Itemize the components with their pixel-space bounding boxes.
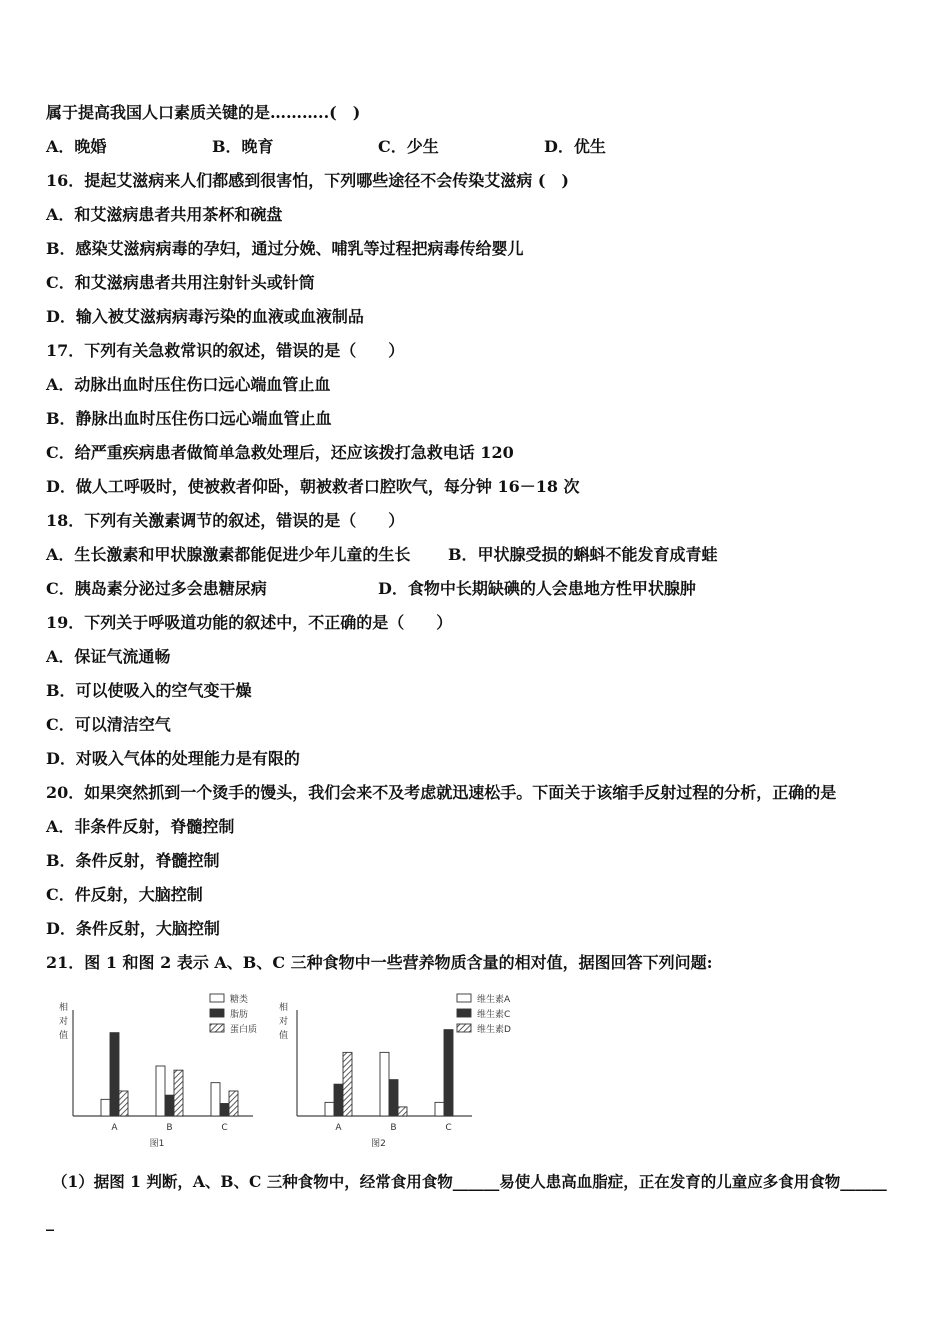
bar-C-脂肪: [220, 1104, 229, 1117]
q20-option-a: A．非条件反射，脊髓控制: [46, 817, 235, 836]
legend-swatch: [457, 1009, 471, 1017]
x-tick-label: C: [221, 1123, 228, 1133]
bar-B-维生素D: [398, 1107, 407, 1116]
bar-A-糖类: [101, 1099, 110, 1116]
q19-stem: 19．下列关于呼吸道功能的叙述中，不正确的是（ ）: [46, 613, 453, 632]
q18-option-d: D．食物中长期缺碘的人会患地方性甲状腺肿: [378, 579, 696, 598]
q16-option-d: D．输入被艾滋病病毒污染的血液或血液制品: [46, 307, 364, 326]
bar-C-维生素A: [435, 1102, 444, 1116]
bar-B-糖类: [156, 1066, 165, 1116]
q16-option-a: A．和艾滋病患者共用茶杯和碗盘: [46, 205, 283, 224]
q19-option-c: C．可以清洁空气: [46, 715, 171, 734]
figure-1-chart: [55, 988, 265, 1148]
q16-option-c: C．和艾滋病患者共用注射针头或针筒: [46, 273, 315, 292]
q21-stem: 21．图 1 和图 2 表示 A、B、C 三种食物中一些营养物质含量的相对值，据图回答下列问题:: [46, 953, 713, 972]
x-tick-label: C: [445, 1123, 452, 1133]
y-axis-label-char: 值: [279, 1031, 289, 1041]
q19-option-d: D．对吸入气体的处理能力是有限的: [46, 749, 300, 768]
y-axis-label-char: 对: [279, 1017, 289, 1027]
chart-title: 图1: [149, 1139, 165, 1148]
q21-subquestion-1-tail: _: [46, 1212, 54, 1231]
q17-option-c: C．给严重疾病患者做简单急救处理后，还应该拨打急救电话 120: [46, 443, 514, 462]
q20-stem: 20．如果突然抓到一个烫手的馒头，我们会来不及考虑就迅速松手。下面关于该缩手反射过程的分析，正确的是: [46, 783, 837, 802]
bar-C-蛋白质: [229, 1091, 238, 1116]
bar-A-维生素C: [334, 1084, 343, 1116]
q18-option-c: C．胰岛素分泌过多会患糖尿病: [46, 579, 267, 598]
legend-swatch: [210, 1009, 224, 1017]
legend-label: 脂肪: [230, 1010, 249, 1020]
q18-stem: 18．下列有关激素调节的叙述，错误的是（ ）: [46, 511, 405, 530]
chart-title: 图2: [371, 1139, 386, 1148]
x-tick-label: A: [111, 1123, 118, 1133]
legend-swatch: [210, 1024, 224, 1032]
bar-B-脂肪: [165, 1095, 174, 1116]
y-axis-label-char: 相: [279, 1003, 289, 1013]
q18-option-b: B．甲状腺受损的蝌蚪不能发育成青蛙: [448, 545, 718, 564]
x-tick-label: B: [390, 1123, 397, 1133]
q20-option-d: D．条件反射，大脑控制: [46, 919, 220, 938]
q15-stem: 属于提高我国人口素质关键的是………..( ): [46, 103, 361, 122]
q18-option-a: A．生长激素和甲状腺激素都能促进少年儿童的生长: [46, 545, 411, 564]
legend-label: 蛋白质: [230, 1025, 258, 1035]
q16-stem: 16．提起艾滋病来人们都感到很害怕，下列哪些途径不会传染艾滋病 ( ): [46, 171, 569, 190]
q15-option-a: A．晚婚: [46, 137, 107, 156]
q19-option-a: A．保证气流通畅: [46, 647, 171, 666]
q19-option-b: B．可以使吸入的空气变干燥: [46, 681, 252, 700]
q15-option-c: C．少生: [378, 137, 439, 156]
bar-A-脂肪: [110, 1033, 119, 1116]
figure-2-chart: [275, 988, 535, 1148]
x-tick-label: B: [166, 1123, 173, 1133]
bar-A-蛋白质: [119, 1091, 128, 1116]
legend-swatch: [457, 1024, 471, 1032]
legend-swatch: [210, 994, 224, 1002]
bar-C-维生素C: [444, 1030, 453, 1116]
legend-label: 糖类: [230, 995, 249, 1005]
q17-stem: 17．下列有关急救常识的叙述，错误的是（ ）: [46, 341, 405, 360]
q16-option-b: B．感染艾滋病病毒的孕妇，通过分娩、哺乳等过程把病毒传给婴儿: [46, 239, 524, 258]
y-axis-label-char: 对: [59, 1017, 69, 1027]
q20-option-c: C．件反射，大脑控制: [46, 885, 203, 904]
legend-swatch: [457, 994, 471, 1002]
bar-A-维生素A: [325, 1102, 334, 1116]
y-axis-label-char: 相: [59, 1003, 69, 1013]
bar-B-蛋白质: [174, 1070, 183, 1116]
q21-subquestion-1: （1）据图 1 判断，A、B、C 三种食物中，经常食用食物______易使人患高血脂症，正在发育的儿童应多食用食物______: [52, 1172, 887, 1191]
legend-label: 维生素A: [477, 995, 511, 1005]
x-tick-label: A: [335, 1123, 342, 1133]
bar-C-糖类: [211, 1083, 220, 1116]
q15-option-b: B．晚育: [212, 137, 274, 156]
q17-option-d: D．做人工呼吸时，使被救者仰卧，朝被救者口腔吹气，每分钟 16－18 次: [46, 477, 580, 496]
legend-label: 维生素D: [477, 1025, 511, 1035]
bar-B-维生素C: [389, 1080, 398, 1116]
q17-option-b: B．静脉出血时压住伤口远心端血管止血: [46, 409, 332, 428]
q20-option-b: B．条件反射，脊髓控制: [46, 851, 220, 870]
bar-B-维生素A: [380, 1052, 389, 1116]
y-axis-label-char: 值: [59, 1031, 69, 1041]
legend-label: 维生素C: [477, 1010, 511, 1020]
q17-option-a: A．动脉出血时压住伤口远心端血管止血: [46, 375, 331, 394]
bar-A-维生素D: [343, 1052, 352, 1116]
q15-option-d: D．优生: [544, 137, 606, 156]
